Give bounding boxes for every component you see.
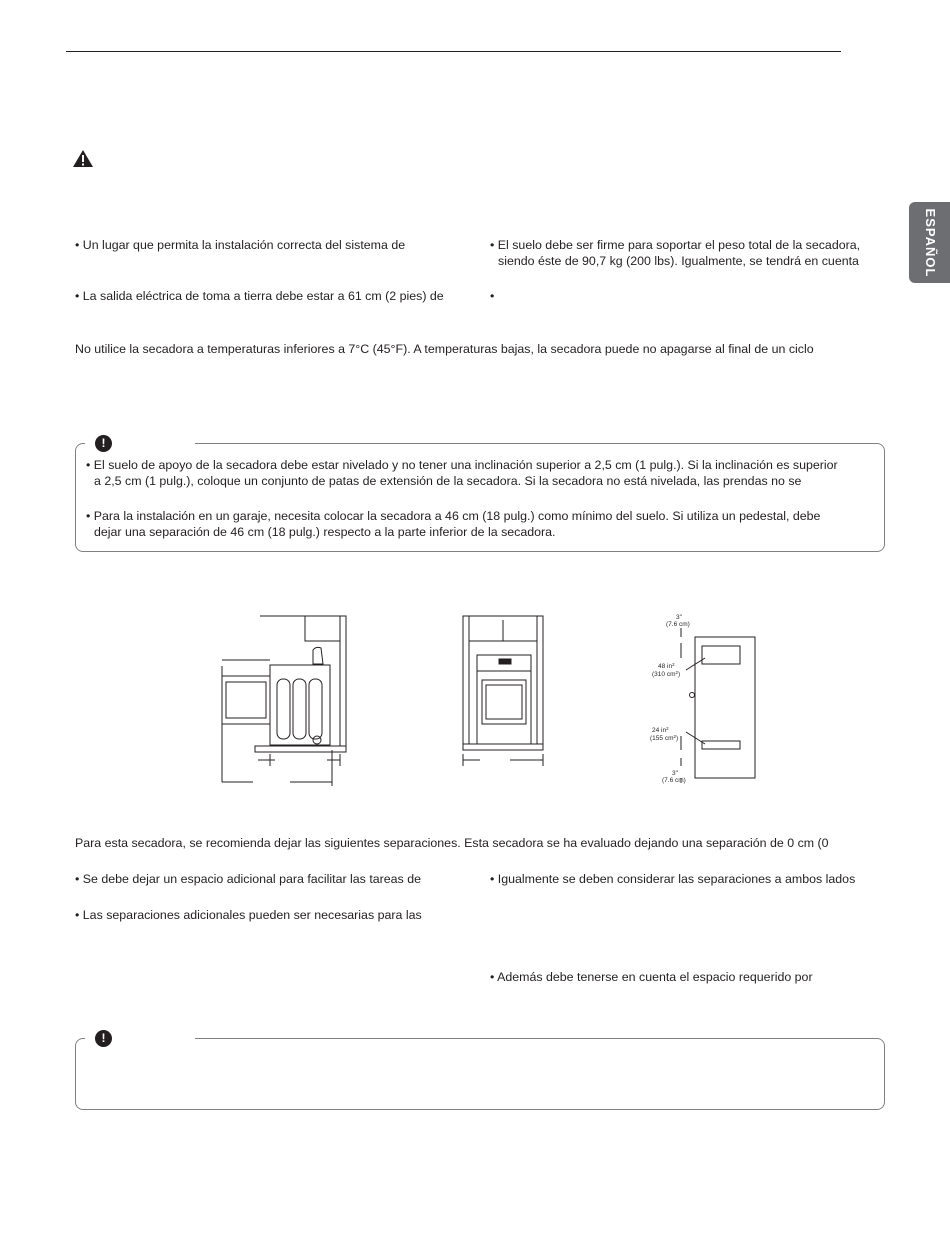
lower-vent-cm-label: (155 $cm^2$) xyxy=(650,734,679,742)
requirement-item-continuation: siendo éste de 90,7 kg (200 lbs). Igualmente, se tendrá en cuenta xyxy=(498,254,859,268)
temperature-warning-text: No utilice la secadora a temperaturas inferiores a 7°C (45°F). A temperaturas bajas, la secadora puede no apagarse al final de un ciclo xyxy=(75,342,814,356)
upper-vent-label: 48 $in^2$ xyxy=(658,662,675,670)
requirement-item: • La salida eléctrica de toma a tierra debe estar a 61 cm (2 pies) de xyxy=(75,289,444,303)
lower-vent-label: 24 $in^2$ xyxy=(652,726,669,734)
exclamation-circle-icon: ! xyxy=(95,1030,112,1047)
top-gap-cm-label: (7.6 cm) xyxy=(666,621,690,628)
note-box xyxy=(75,1038,885,1110)
requirement-item: • Un lugar que permita la instalación correcta del sistema de xyxy=(75,238,406,252)
exclamation-circle-icon: ! xyxy=(95,435,112,452)
note-text: dejar una separación de 46 cm (18 pulg.) respecto a la parte inferior de la secadora. xyxy=(94,525,556,539)
clearance-item: • Además debe tenerse en cuenta el espacio requerido por xyxy=(490,970,813,984)
top-gap-label: 3" xyxy=(676,614,682,621)
requirement-item: • xyxy=(490,289,495,303)
requirement-item: • El suelo debe ser firme para soportar el peso total de la secadora, xyxy=(490,238,861,252)
bottom-gap-cm-label: (7.6 cm) xyxy=(662,777,686,784)
note-text: • El suelo de apoyo de la secadora debe estar nivelado y no tener una inclinación superior a 2,5 cm (1 pulg.). Si la inclinación es superior xyxy=(86,458,838,472)
dryer-side-view-diagram xyxy=(215,610,355,790)
bottom-gap-label: 3" xyxy=(672,770,678,777)
top-rule xyxy=(66,51,841,52)
clearance-item: • Se debe dejar un espacio adicional para facilitar las tareas de xyxy=(75,872,421,886)
dryer-front-view-diagram xyxy=(455,610,555,770)
clearance-item: • Las separaciones adicionales pueden ser necesarias para las xyxy=(75,908,422,922)
upper-vent-cm-label: (310 $cm^2$) xyxy=(652,670,681,678)
clearance-item: • Igualmente se deben considerar las separaciones a ambos lados xyxy=(490,872,856,886)
note-text: a 2,5 cm (1 pulg.), coloque un conjunto de patas de extensión de la secadora. Si la secadora no está nivelada, las prendas no se xyxy=(94,474,802,488)
language-tab-label: ESPAÑOL xyxy=(922,208,938,277)
note-text: • Para la instalación en un garaje, necesita colocar la secadora a 46 cm (18 pulg.) como mínimo del suelo. Si utiliza un pedestal, debe xyxy=(86,509,821,523)
clearance-intro-text: Para esta secadora, se recomienda dejar las siguientes separaciones. Esta secadora se ha evaluado dejando una separación de 0 cm (0 xyxy=(75,836,829,850)
language-tab xyxy=(909,202,950,283)
closet-door-vent-diagram xyxy=(640,608,770,788)
warning-triangle-icon xyxy=(72,149,94,168)
